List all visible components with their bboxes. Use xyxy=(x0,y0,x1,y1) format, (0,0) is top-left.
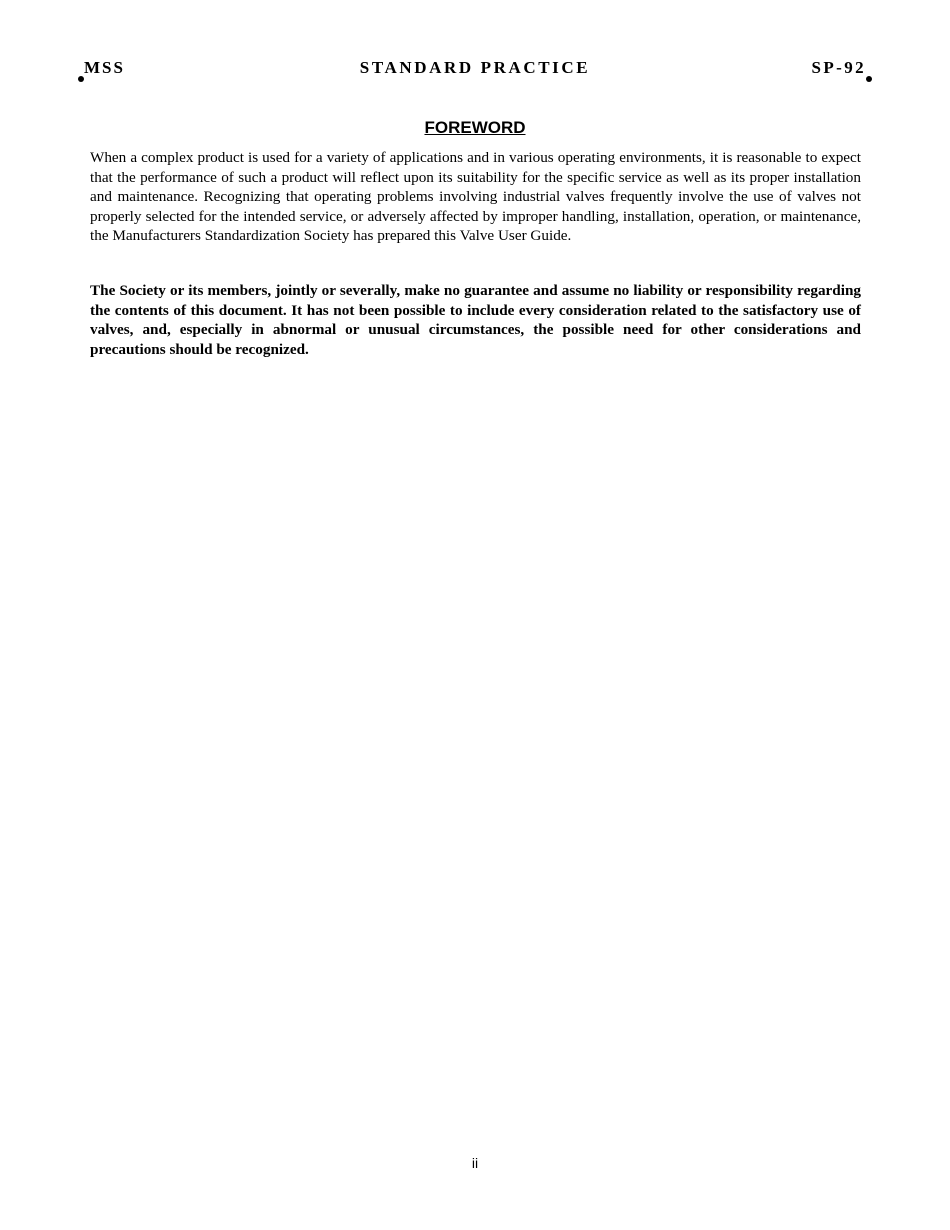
foreword-paragraph: When a complex product is used for a variety of applications and in various operating environments, it is reasonable to expect that the performance of such a product will reflect upon its suitability for the specific service as well as its proper installation and maintenance. Recognizing that operating problems involving industrial valves frequently involve the use of valves not properly selected for the intended service, or adversely affected by improper handling, installation, operation, or maintenance, the Manufacturers Standardization Society has prepared this Valve User Guide. xyxy=(90,149,861,245)
page-number: ii xyxy=(471,1155,479,1171)
header-organization: MSS xyxy=(84,58,125,77)
header-document-number: SP-92 xyxy=(811,58,866,77)
header-document-type: STANDARD PRACTICE xyxy=(359,58,591,77)
header-right-dot-icon xyxy=(866,76,872,82)
header-left-dot-icon xyxy=(78,76,84,82)
disclaimer-paragraph: The Society or its members, jointly or severally, make no guarantee and assume no liability or responsibility regarding the contents of this document. It has not been possible to include every consideration related to the satisfactory use of valves, and, especially in abnormal or unusual circumstances, the possible need for other considerations and precautions should be recognized. xyxy=(90,282,861,358)
section-title: FOREWORD xyxy=(424,118,526,137)
running-header xyxy=(84,58,866,80)
